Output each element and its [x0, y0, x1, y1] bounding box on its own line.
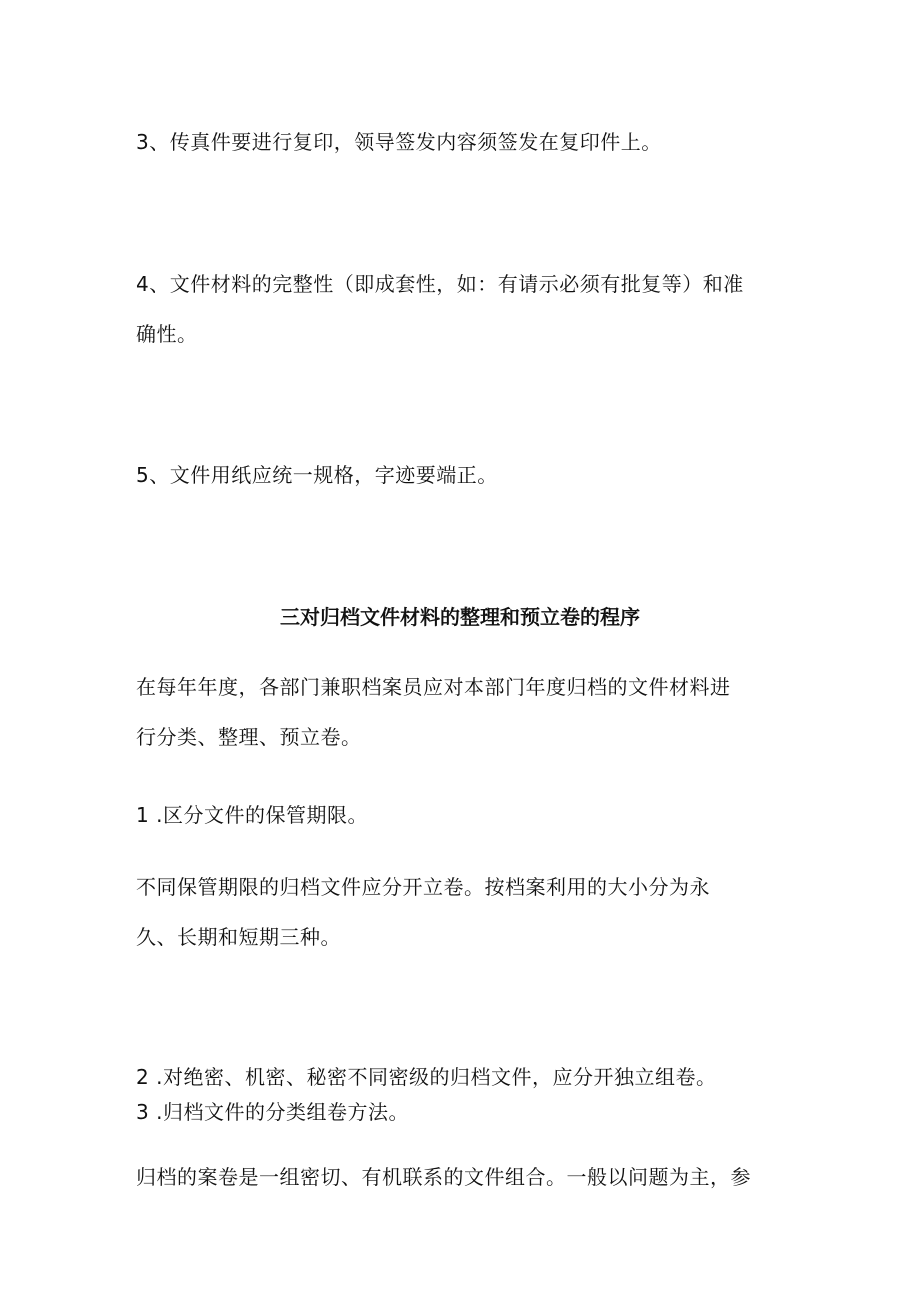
section-intro-line1: 在每年年度，各部门兼职档案员应对本部门年度归档的文件材料进 [136, 675, 731, 699]
item-4-text-line1: 4、文件材料的完整性（即成套性，如：有请示必须有批复等）和准 [136, 272, 744, 296]
point-1-text: 1 .区分文件的保管期限。 [136, 803, 368, 827]
item-5-text: 5、文件用纸应统一规格，字迹要端正。 [136, 463, 498, 487]
item-4-text-line2: 确性。 [136, 322, 198, 346]
section-intro-line2: 行分类、整理、预立卷。 [136, 725, 362, 749]
point-1-desc-line2: 久、长期和短期三种。 [136, 925, 341, 949]
point-3-text: 3 .归档文件的分类组卷方法。 [136, 1100, 409, 1124]
point-2-text: 2 .对绝密、机密、秘密不同密级的归档文件，应分开独立组卷。 [136, 1065, 717, 1089]
item-3-text: 3、传真件要进行复印，领导签发内容须签发在复印件上。 [136, 130, 662, 154]
section-heading: 三对归档文件材料的整理和预立卷的程序 [280, 605, 640, 629]
point-1-desc-line1: 不同保管期限的归档文件应分开立卷。按档案利用的大小分为永 [136, 875, 710, 899]
point-3-desc-line1: 归档的案卷是一组密切、有机联系的文件组合。一般以问题为主，参 [136, 1165, 751, 1189]
